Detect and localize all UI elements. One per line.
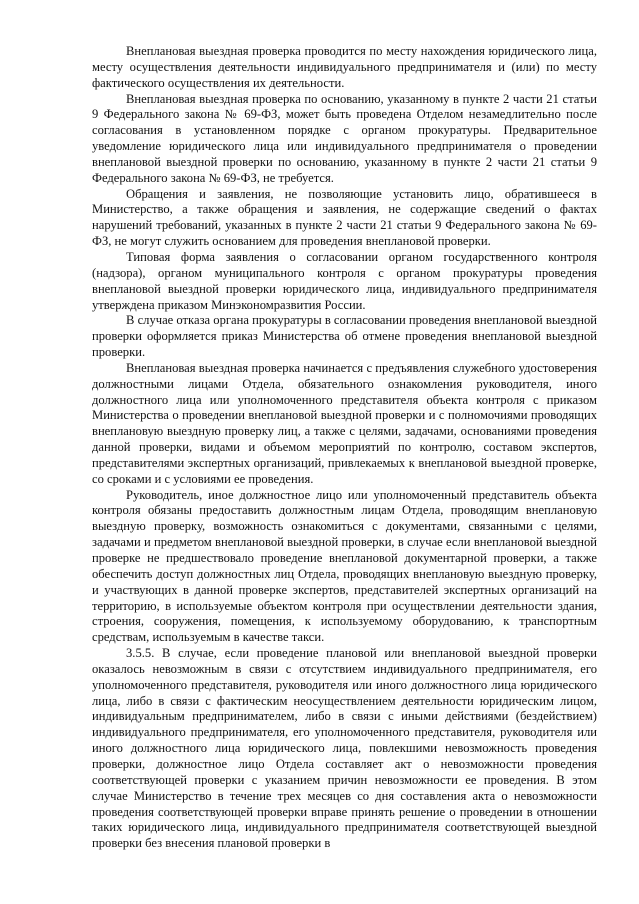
paragraph-inspection-start: Внеплановая выездная проверка начинается с предъявления служебного удостоверения должностными лицами Отдела, обязательного ознакомления руководителя, иного должностного лица или уполномоченного представителя объекта контроля с приказом Министерства о проведении внеплановой выездной проверки и с полномочиями проводящих внеплановую выездную проверку лиц, а также с целями, задачами, основаниями проведения данной проверки, видами и объемом мероприятий по контролю, составом экспертов, представителями экспертных организаций, привлекаемых к внеплановой выездной проверке, со сроками и с условиями ее проведения. [92,360,597,486]
paragraph-anonymous-appeals: Обращения и заявления, не позволяющие установить лицо, обратившееся в Министерство, а также обращения и заявления, не содержащие сведений о фактах нарушений требований, указанных в пункте 2 части 21 статьи 9 Федерального закона № 69-ФЗ, не могут служить основанием для проведения внеплановой проверки. [92,186,597,249]
document-body [92,44,597,852]
paragraph-application-form: Типовая форма заявления о согласовании органом государственного контроля (надзора), органом муниципального контроля с органом прокуратуры проведения внеплановой выездной проверки юридического лица, индивидуального предпринимателя утверждена приказом Минэкономразвития России. [92,249,597,312]
paragraph-3-5-5-impossibility: 3.5.5. В случае, если проведение плановой или внеплановой выездной проверки оказалось невозможным в связи с отсутствием индивидуального предпринимателя, его уполномоченного представителя, руководителя или иного должностного лица юридического лица, либо в связи с фактическим неосуществлением деятельности юридическим лицом, индивидуальным предпринимателем, либо в связи с иными действиями (бездействием) индивидуального предпринимателя, его уполномоченного представителя, руководителя или иного должностного лица юридического лица, повлекшими невозможность проведения проверки, должностное лицо Отдела составляет акт о невозможности проведения соответствующей проверки с указанием причин невозможности ее проведения. В этом случае Министерство в течение трех месяцев со дня составления акта о невозможности проведения соответствующей проверки вправе принять решение о проведении в отношении таких юридического лица, индивидуального предпринимателя соответствующей выездной проверки без внесения плановой проверки в [92,646,597,851]
paragraph-access-obligations: Руководитель, иное должностное лицо или уполномоченный представитель объекта контроля обязаны предоставить должностным лицам Отдела, проводящим внеплановую выездную проверку, возможность ознакомиться с документами, связанными с целями, задачами и предметом внеплановой выездной проверки, в случае если внеплановой выездной проверке не предшествовало проведение внеплановой документарной проверки, а также обеспечить доступ должностных лиц Отдела, проводящих внеплановую выездную проверку, и участвующих в данной проверке экспертов, представителей экспертных организаций на территорию, в используемые объектом контроля при осуществлении деятельности здания, строения, сооружения, помещения, к используемому оборудованию, к транспортным средствам, используемым в качестве такси. [92,487,597,645]
paragraph-prosecutor-refusal: В случае отказа органа прокуратуры в согласовании проведения внеплановой выездной проверки оформляется приказ Министерства об отмене проведения внеплановой выездной проверки. [92,313,597,360]
paragraph-prosecutor-approval: Внеплановая выездная проверка по основанию, указанному в пункте 2 части 21 статьи 9 Федерального закона № 69-ФЗ, может быть проведена Отделом незамедлительно после согласования в установленном порядке с органом прокуратуры. Предварительное уведомление юридического лица или индивидуального предпринимателя о проведении внеплановой выездной проверки по основанию, указанному в пункте 2 части 21 статьи 9 Федерального закона № 69-ФЗ, не требуется. [92,91,597,185]
paragraph-unscheduled-inspection-location: Внеплановая выездная проверка проводится по месту нахождения юридического лица, месту осуществления деятельности индивидуального предпринимателя и (или) по месту фактического осуществления их деятельности. [92,44,597,90]
